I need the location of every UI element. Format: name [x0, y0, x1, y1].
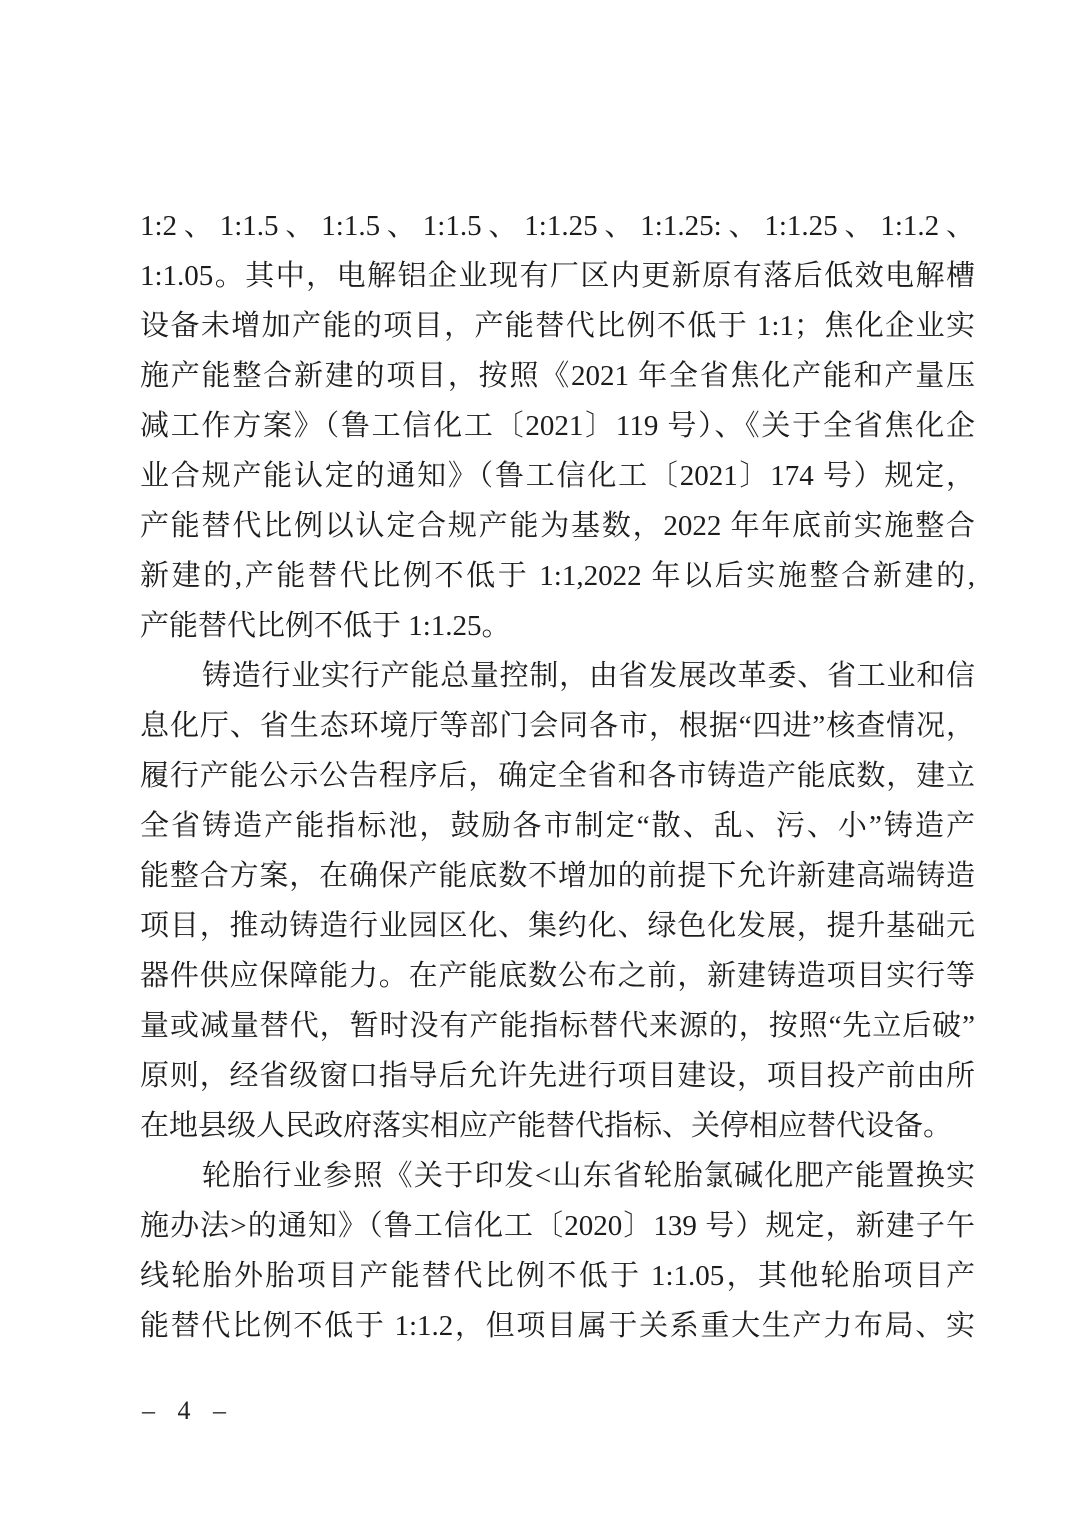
text-line: 履行产能公示公告程序后，确定全省和各市铸造产能底数，建立	[140, 760, 975, 792]
text-line: 减工作方案》（鲁工信化工〔2021〕119 号）、《关于全省焦化企	[140, 410, 975, 442]
document-body	[140, 201, 975, 1351]
text-line: 项目，推动铸造行业园区化、集约化、绿色化发展，提升基础元	[140, 910, 975, 942]
text-line: 线轮胎外胎项目产能替代比例不低于 1:1.05，其他轮胎项目产	[140, 1260, 975, 1292]
paragraph-1	[140, 201, 975, 651]
text-line: 新建的,产能替代比例不低于 1:1,2022 年以后实施整合新建的,	[140, 560, 975, 592]
text-line: 1:1.05。其中，电解铝企业现有厂区内更新原有落后低效电解槽	[140, 260, 975, 292]
text-line: 产能替代比例以认定合规产能为基数，2022 年年底前实施整合	[140, 510, 975, 542]
text-line: 设备未增加产能的项目，产能替代比例不低于 1:1；焦化企业实	[140, 310, 975, 342]
text-line: 能替代比例不低于 1:1.2，但项目属于关系重大生产力布局、实	[140, 1310, 975, 1342]
paragraph-2	[140, 651, 975, 1151]
page-number: – 4 –	[142, 1396, 234, 1425]
text-line: 能整合方案，在确保产能底数不增加的前提下允许新建高端铸造	[140, 860, 975, 892]
text-line: 器件供应保障能力。在产能底数公布之前，新建铸造项目实行等	[140, 960, 975, 992]
text-line: 1:2、1:1.5、1:1.5、1:1.5、1:1.25、1:1.25:、1:1.25、1:1.2、	[140, 210, 975, 242]
text-line: 产能替代比例不低于 1:1.25。	[140, 610, 511, 642]
text-line: 全省铸造产能指标池，鼓励各市制定“散、乱、污、小”铸造产	[140, 810, 975, 842]
paragraph-3	[140, 1151, 975, 1351]
text-line: 量或减量替代，暂时没有产能指标替代来源的，按照“先立后破”	[140, 1010, 975, 1042]
text-line: 业合规产能认定的通知》（鲁工信化工〔2021〕174 号）规定，	[140, 460, 975, 492]
text-line: 在地县级人民政府落实相应产能替代指标、关停相应替代设备。	[140, 1110, 953, 1142]
text-line: 息化厅、省生态环境厅等部门会同各市，根据“四进”核查情况，	[140, 710, 975, 742]
text-line: 施产能整合新建的项目，按照《2021 年全省焦化产能和产量压	[140, 360, 975, 392]
text-line: 施办法>的通知》（鲁工信化工〔2020〕139 号）规定，新建子午	[140, 1210, 975, 1242]
text-line: 轮胎行业参照《关于印发<山东省轮胎氯碱化肥产能置换实	[202, 1160, 975, 1192]
text-line: 原则，经省级窗口指导后允许先进行项目建设，项目投产前由所	[140, 1060, 975, 1092]
text-line: 铸造行业实行产能总量控制，由省发展改革委、省工业和信	[202, 660, 975, 692]
